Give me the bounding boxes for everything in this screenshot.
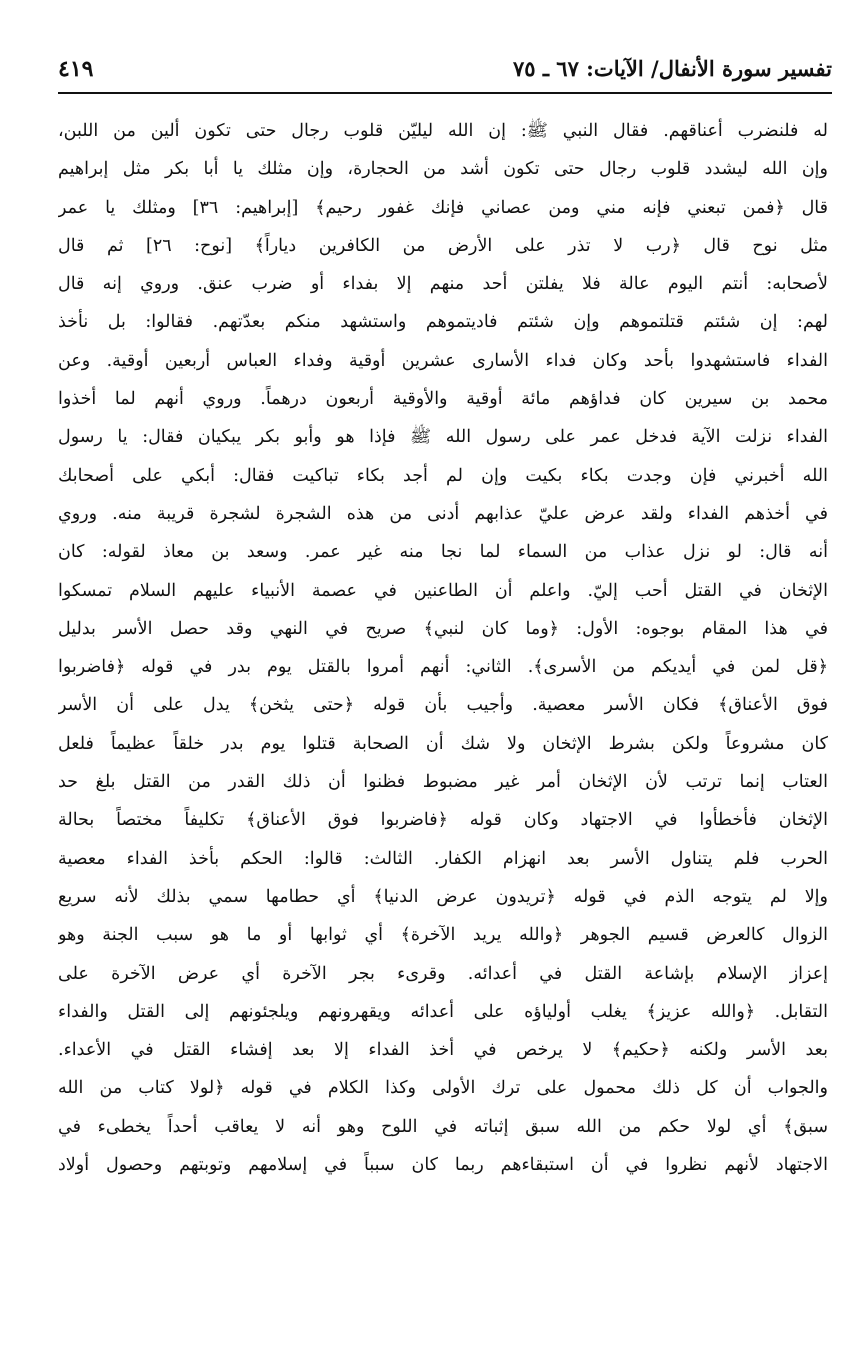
page-header [58,50,832,90]
text-line: الفداء فاستشهدوا بأحد وكان فداء الأسارى عشرين أوقية وفداء العباس أربعين أوقية. وعن [58,350,828,371]
body-text [58,112,828,1184]
text-line: العتاب إنما ترتب لأن الإثخان أمر غير مضبوط فظنوا أن ذلك القدر من القتل بلغ حد [58,772,828,793]
text-line: ﴿قل لمن في أيديكم من الأسرى﴾. الثاني: أنهم أمروا بالقتل يوم بدر في قوله ﴿فاضربوا [58,657,828,678]
text-line: وإلا لم يتوجه الذم في قوله ﴿تريدون عرض الدنيا﴾ أي حطامها سمي بذلك لأنه سريع [58,886,828,907]
text-line: بعد الأسر ولكنه ﴿حكيم﴾ لا يرخص في أخذ الفداء إلا بعد إفشاء القتل في الأعداء. [58,1040,828,1061]
text-line: سبق﴾ أي لولا حكم من الله سبق إثباته في اللوح وهو أنه لا يعاقب أحداً يخطىء في [58,1116,828,1137]
text-line: قال ﴿فمن تبعني فإنه مني ومن عصاني فإنك غفور رحيم﴾ [إبراهيم: ٣٦] ومثلك يا عمر [58,197,828,218]
text-line: فوق الأعناق﴾ فكان الأسر معصية. وأجيب بأن قوله ﴿حتى يثخن﴾ يدل على أن الأسر [58,695,828,716]
text-line: إعزاز الإسلام بإشاعة القتل في أعدائه. وقرىء بجر الآخرة أي عرض الآخرة على [58,963,828,984]
text-line: لأصحابه: أنتم اليوم عالة فلا يفلتن أحد منهم إلا بفداء أو ضرب عنق. وروي إنه قال [58,274,828,295]
text-line: له فلنضرب أعناقهم. فقال النبي ﷺ: إن الله ليليّن قلوب رجال حتى تكون ألين من اللبن، [58,121,828,141]
running-head: تفسير سورة الأنفال/ الآيات: ٦٧ ـ ٧٥ [512,56,832,81]
text-line: الحرب فلم يتناول الأسر بعد انهزام الكفار. الثالث: قالوا: الحكم بأخذ الفداء معصية [58,848,828,869]
header-rule [58,92,832,94]
text-line: وإن الله ليشدد قلوب رجال حتى تكون أشد من الحجارة، وإن مثلك يا أبا بكر مثل إبراهيم [58,159,828,180]
text-line: الاجتهاد لأنهم نظروا في أن استبقاءهم ربما كان سبباً في إسلامهم وتوبتهم وحصول أولاد [58,1155,828,1176]
text-line: لهم: إن شئتم قتلتموهم وإن شئتم فاديتموهم واستشهد منكم بعدّتهم. فقالوا: بل نأخذ [58,312,828,333]
text-line: الإثخان في القتل أحب إليّ. واعلم أن الطاعنين في عصمة الأنبياء عليهم السلام تمسكوا [58,580,828,601]
text-line: أنه قال: لو نزل عذاب من السماء لما نجا منه غير عمر. وسعد بن معاذ لقوله: كان [58,542,828,563]
text-line: الفداء نزلت الآية فدخل عمر على رسول الله ﷺ فإذا هو وأبو بكر يبكيان فقال: يا رسول [58,427,828,448]
text-line: محمد بن سيرين كان فداؤهم مائة أوقية والأوقية أربعون درهماً. وروي أنهم لما أخذوا [58,389,828,410]
text-line: مثل نوح قال ﴿رب لا تذر على الأرض من الكافرين دياراً﴾ [نوح: ٢٦] ثم قال [58,235,828,256]
text-line: الزوال كالعرض قسيم الجوهر ﴿والله يريد الآخرة﴾ أي ثوابها أو ما هو سبب الجنة وهو [58,925,828,946]
text-line: التقابل. ﴿والله عزيز﴾ يغلب أولياؤه على أعدائه ويقهرونهم ويلجئونهم إلى القتل والفداء [58,1001,828,1022]
text-line: كان مشروعاً ولكن بشرط الإثخان ولا شك أن الصحابة قتلوا يوم بدر خلقاً عظيماً فلعل [58,733,828,754]
text-line: في أخذهم الفداء ولقد عرض عليّ عذابهم أدنى من هذه الشجرة لشجرة قريبة منه. وروي [58,503,828,524]
text-line: في هذا المقام بوجوه: الأول: ﴿وما كان لنبي﴾ صريح في النهي وقد حصل الأسر بدليل [58,618,828,639]
text-line: والجواب أن كل ذلك محمول على ترك الأولى وكذا الكلام في قوله ﴿لولا كتاب من الله [58,1078,828,1099]
page-number: ٤١٩ [58,56,94,82]
text-line: الله أخبرني فإن وجدت بكاء بكيت وإن لم أجد بكاء تباكيت فقال: أبكي على أصحابك [58,465,828,486]
text-line: الإثخان فأخطأوا في الاجتهاد وكان قوله ﴿فاضربوا فوق الأعناق﴾ تكليفاً مختصاً بحالة [58,810,828,831]
